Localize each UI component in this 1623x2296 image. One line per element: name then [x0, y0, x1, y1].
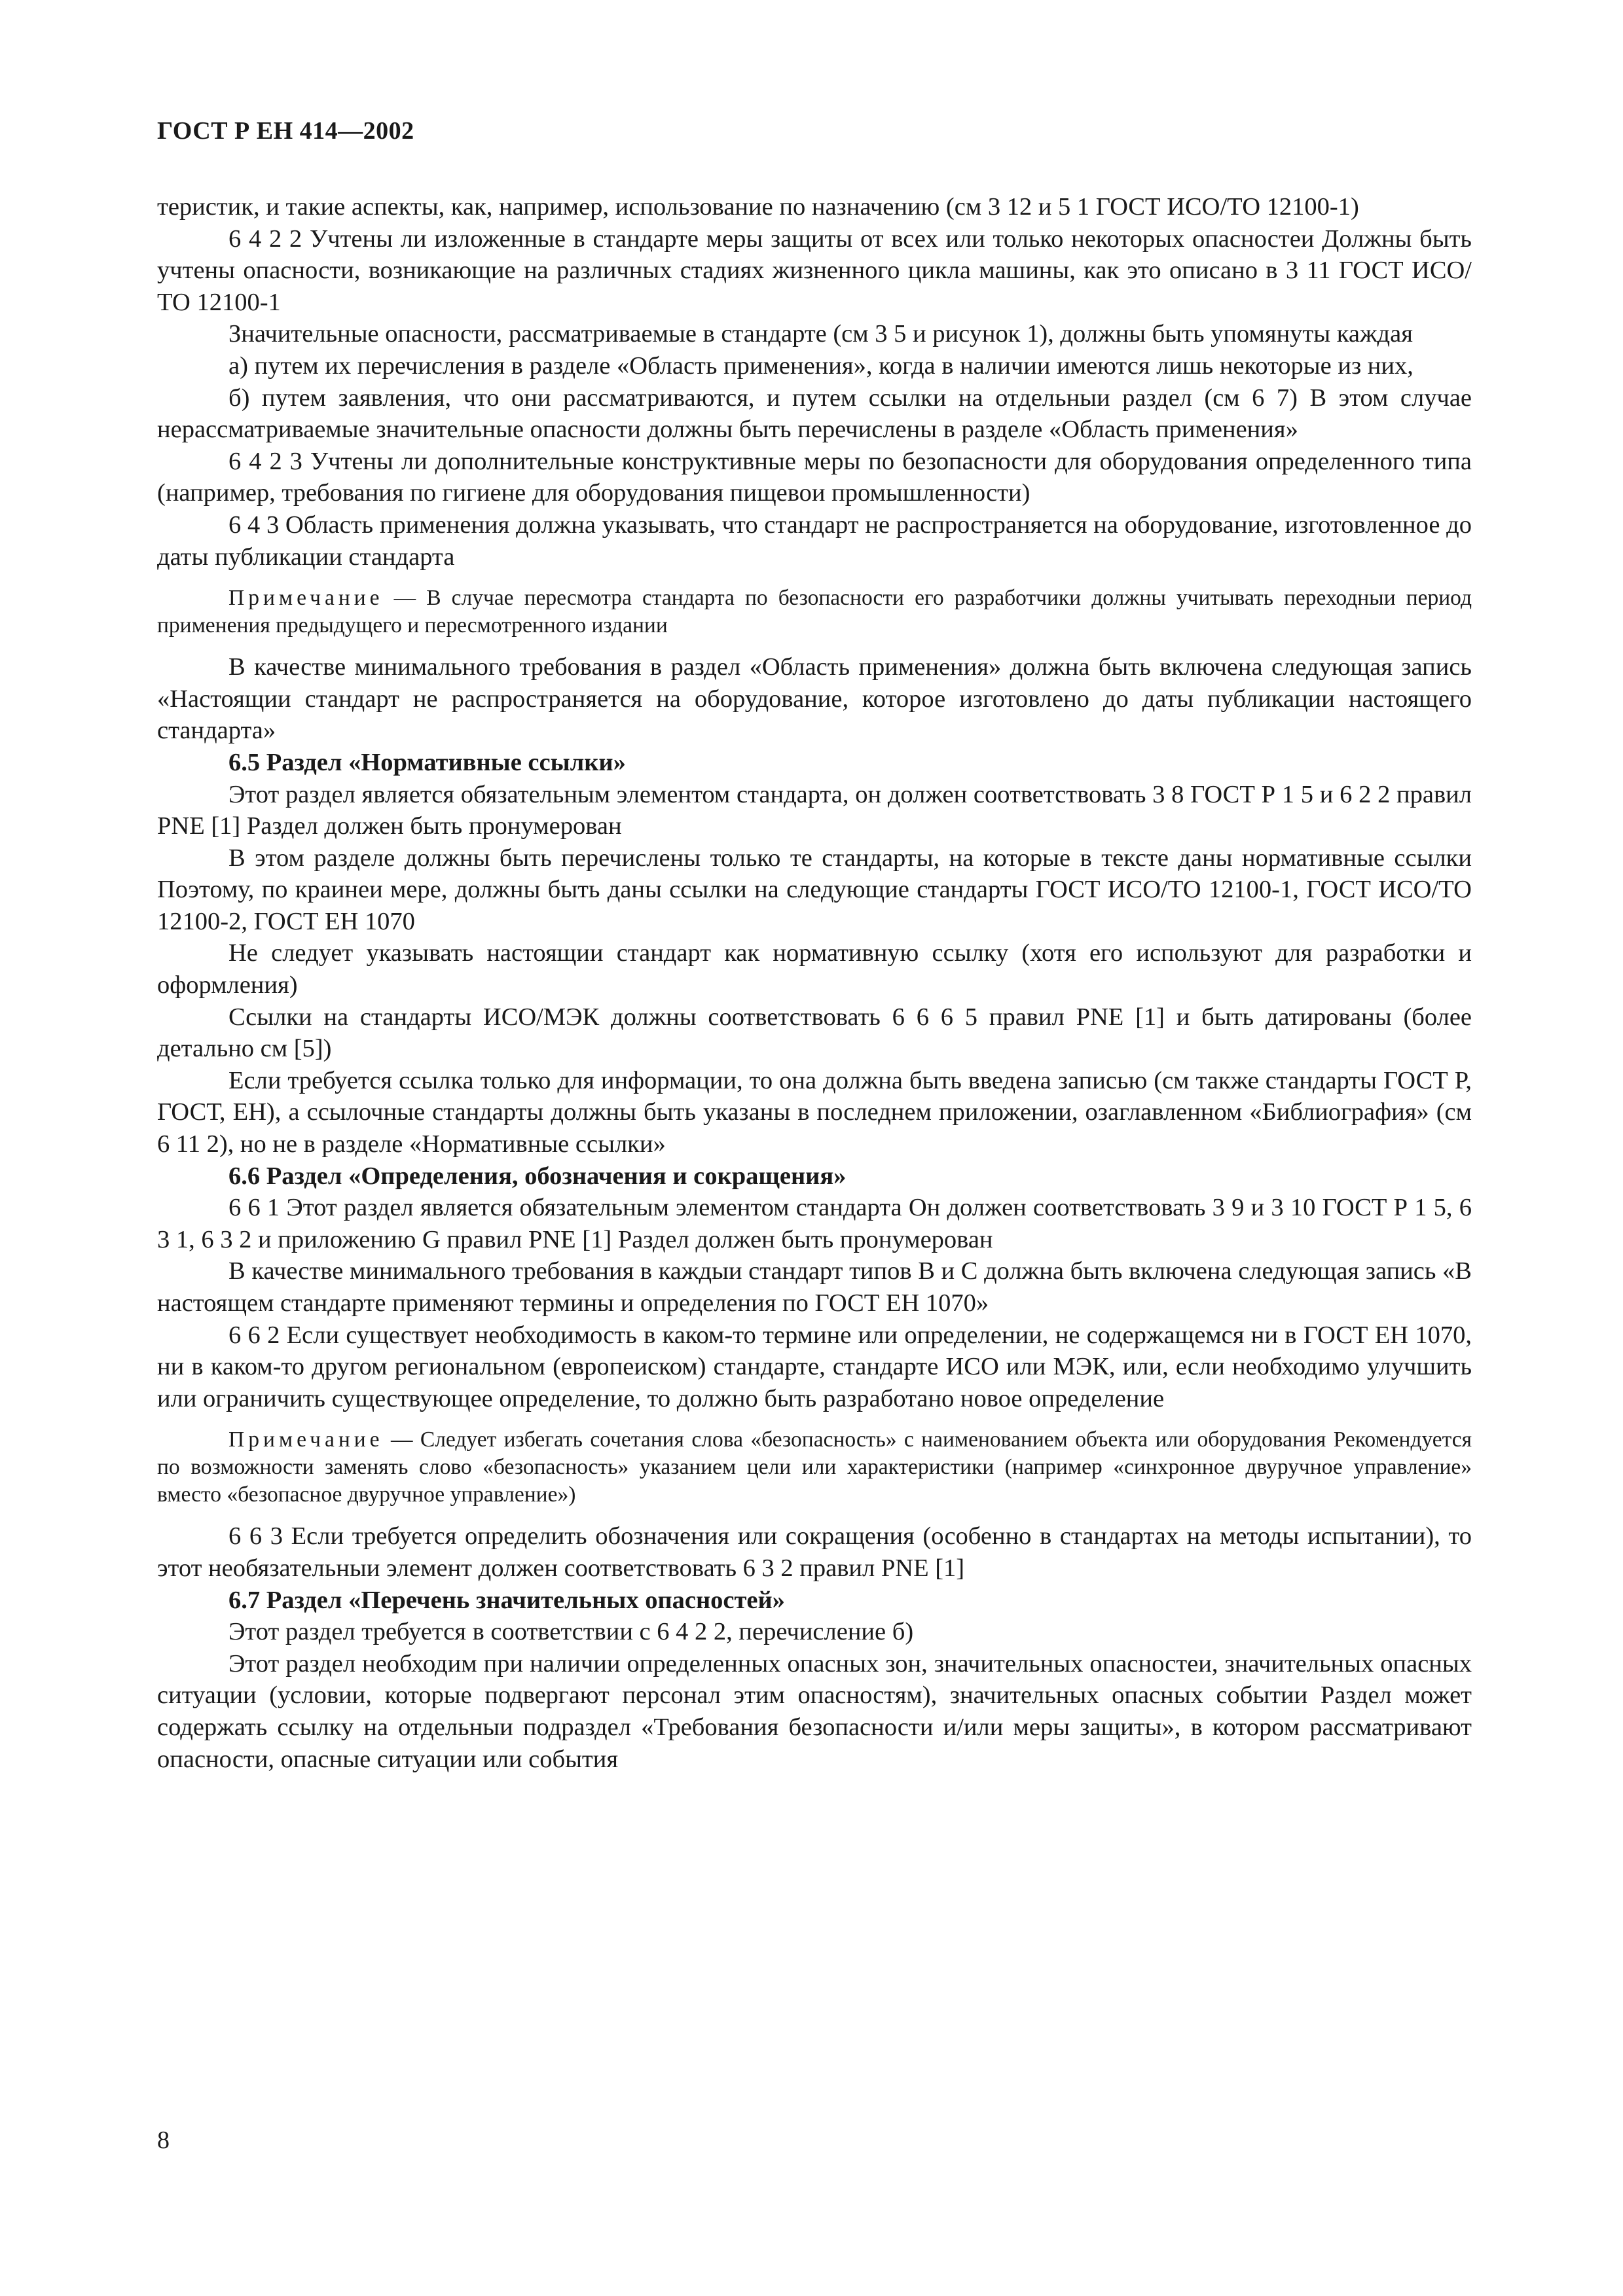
paragraph: 6 6 2 Если существует необходимость в каком-то термине или определении, не содержащемся ни в ГОСТ ЕН 1070, ни в каком-то другом региональном (европеиском) стандарте, стандарте ИСО или МЭК, или, если необходимо улучшить или ограничить существующее определение, то должно быть разработано новое определение — [157, 1321, 1472, 1412]
document-header: ГОСТ Р ЕН 414—2002 — [157, 117, 414, 145]
paragraph: Этот раздел является обязательным элементом стандарта, он должен соответствовать 3 8 ГОСТ Р 1 5 и 6 2 2 правил PNE [1] Раздел должен быть пронумерован — [157, 780, 1472, 840]
section-heading: 6.6 Раздел «Определения, обозначения и сокращения» — [228, 1162, 847, 1190]
paragraph: 6 6 3 Если требуется определить обозначения или сокращения (особенно в стандартах на методы испытании), то этот необязательныи элемент должен соответствовать 6 3 2 правил PNE [1] — [157, 1522, 1472, 1582]
note — [157, 584, 1472, 639]
paragraph: Этот раздел необходим при наличии определенных опасных зон, значительных опасностеи, значительных опасных ситуации (условии, которые подвергают персонал этим опасностям), значительных опасных событии Раздел может содержать ссылку на отдельныи подраздел «Требования безопасности и/или меры защиты», в котором рассматривают опасности, опасные ситуации или события — [157, 1649, 1472, 1773]
paragraph: Ссылки на стандарты ИСО/МЭК должны соответствовать 6 6 6 5 правил PNE [1] и быть датированы (более детально см [5]) — [157, 1003, 1472, 1063]
paragraph: В этом разделе должны быть перечислены только те стандарты, на которые в тексте даны нормативные ссылки Поэтому, по краинеи мере, должны быть даны ссылки на следующие стандарты ГОСТ ИСО/ТО 12100-1, ГОСТ ИСО/ТО 12100-2, ГОСТ ЕН 1070 — [157, 844, 1472, 935]
paragraph: 6 6 1 Этот раздел является обязательным элементом стандарта Он должен соответствовать 3 9 и 3 10 ГОСТ Р 1 5, 6 3 1, 6 3 2 и приложению G правил PNE [1] Раздел должен быть пронумерован — [157, 1194, 1472, 1253]
list-item: а) путем их перечисления в разделе «Область применения», когда в наличии имеются лишь некоторые из них, — [228, 351, 1413, 380]
section-heading: 6.7 Раздел «Перечень значительных опасностей» — [228, 1586, 785, 1614]
paragraph: Этот раздел требуется в соответствии с 6 4 2 2, перечисление б) — [228, 1618, 914, 1646]
note — [157, 1426, 1472, 1509]
paragraph: В качестве минимального требования в раздел «Область применения» должна быть включена следующая запись «Настоящии стандарт не распространяется на оборудование, которое изготовлено до даты публикации настоящего стандарта» — [157, 653, 1472, 745]
paragraph: Значительные опасности, рассматриваемые в стандарте (см 3 5 и рисунок 1), должны быть упомянуты каждая — [228, 320, 1413, 348]
note-label: Примечание — [228, 586, 384, 611]
paragraph: теристик, и такие аспекты, как, например, использование по назначению (см 3 12 и 5 1 ГОСТ ИСО/ТО 12100-1) — [157, 193, 1359, 221]
note-label: Примечание — [228, 1427, 384, 1452]
document-body — [157, 191, 1472, 1775]
list-item: б) путем заявления, что они рассматриваются, и путем ссылки на отдельныи раздел (см 6 7) В этом случае нерассматриваемые значительные опасности должны быть перечислены в разделе «Область применения» — [157, 384, 1472, 444]
note-text: — Следует избегать сочетания слова «безопасность» с наименованием объекта или оборудования Рекомендуется по возможности заменять слово «безопасность» указанием цели или характеристики (например «синхронное двуручное управление» вместо «безопасное двуручное управление») — [157, 1427, 1472, 1507]
paragraph: В качестве минимального требования в каждыи стандарт типов В и С должна быть включена следующая запись «В настоящем стандарте применяют термины и определения по ГОСТ ЕН 1070» — [157, 1257, 1472, 1317]
paragraph: Если требуется ссылка только для информации, то она должна быть введена записью (см также стандарты ГОСТ Р, ГОСТ, ЕН), а ссылочные стандарты должны быть указаны в последнем приложении, озаглавленном «Библиография» (см 6 11 2), но не в разделе «Нормативные ссылки» — [157, 1066, 1472, 1158]
page-number: 8 — [157, 2126, 170, 2154]
note-text: — В случае пересмотра стандарта по безопасности его разработчики должны учитывать переходныи период применения предыдущего и пересмотренного издании — [157, 586, 1472, 638]
paragraph: 6 4 3 Область применения должна указывать, что стандарт не распространяется на оборудование, изготовленное до даты публикации стандарта — [157, 511, 1472, 571]
paragraph: 6 4 2 3 Учтены ли дополнительные конструктивные меры по безопасности для оборудования определенного типа (например, требования по гигиене для оборудования пищевои промышленности) — [157, 447, 1472, 507]
paragraph: 6 4 2 2 Учтены ли изложенные в стандарте меры защиты от всех или только некоторых опасностеи Должны быть учтены опасности, возникающие на различных стадиях жизненного цикла машины, как это описано в 3 11 ГОСТ ИСО/ТО 12100-1 — [157, 224, 1472, 316]
section-heading: 6.5 Раздел «Нормативные ссылки» — [228, 748, 626, 776]
paragraph: Не следует указывать настоящии стандарт как нормативную ссылку (хотя его используют для разработки и оформления) — [157, 939, 1472, 999]
